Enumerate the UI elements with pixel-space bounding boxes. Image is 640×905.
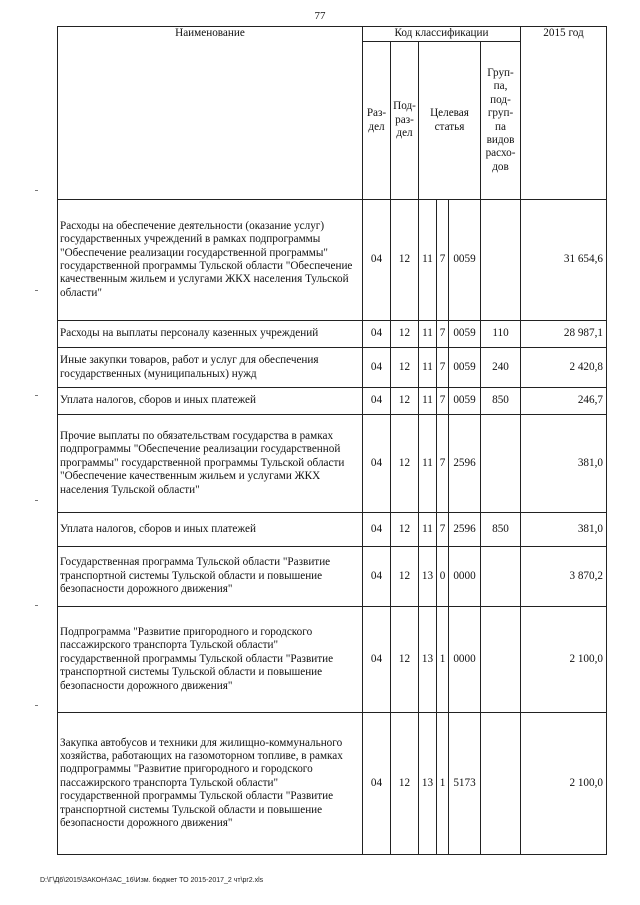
row-subsection: 12 bbox=[391, 200, 419, 321]
row-expense-group: 850 bbox=[481, 388, 521, 415]
margin-mark bbox=[35, 705, 38, 706]
margin-mark bbox=[35, 290, 38, 291]
row-name: Расходы на обеспечение деятельности (оказание услуг) государственных учреждений в рамках подпрограммы "Обеспечение реализации государственной программы" государственной программы Тульской области "Обеспечение качественным жильем и услугами ЖКХ населения Тульской области" bbox=[58, 200, 363, 321]
row-target-direction: 2596 bbox=[449, 415, 481, 513]
row-target-direction: 0000 bbox=[449, 607, 481, 713]
page-number: 77 bbox=[314, 10, 326, 22]
row-target-subprogram: 7 bbox=[437, 415, 449, 513]
row-target-program: 13 bbox=[419, 607, 437, 713]
table-row bbox=[58, 513, 607, 547]
row-amount: 246,7 bbox=[521, 388, 607, 415]
row-target-direction: 0059 bbox=[449, 348, 481, 388]
header-target-article: Целевая статья bbox=[419, 42, 481, 200]
row-subsection: 12 bbox=[391, 415, 419, 513]
row-target-direction: 0059 bbox=[449, 321, 481, 348]
row-amount: 2 420,8 bbox=[521, 348, 607, 388]
header-row bbox=[58, 27, 607, 42]
row-target-direction: 5173 bbox=[449, 713, 481, 855]
row-target-subprogram: 7 bbox=[437, 321, 449, 348]
header-year: 2015 год bbox=[521, 27, 607, 200]
row-amount: 381,0 bbox=[521, 513, 607, 547]
row-expense-group: 850 bbox=[481, 513, 521, 547]
row-subsection: 12 bbox=[391, 713, 419, 855]
header-name: Наименование bbox=[58, 27, 363, 200]
row-section: 04 bbox=[363, 388, 391, 415]
row-section: 04 bbox=[363, 348, 391, 388]
row-amount: 3 870,2 bbox=[521, 547, 607, 607]
table-row bbox=[58, 388, 607, 415]
row-amount: 28 987,1 bbox=[521, 321, 607, 348]
table-row bbox=[58, 713, 607, 855]
row-target-program: 11 bbox=[419, 513, 437, 547]
row-target-program: 13 bbox=[419, 713, 437, 855]
row-section: 04 bbox=[363, 547, 391, 607]
row-section: 04 bbox=[363, 415, 391, 513]
row-target-direction: 0059 bbox=[449, 388, 481, 415]
row-amount: 381,0 bbox=[521, 415, 607, 513]
row-target-subprogram: 1 bbox=[437, 713, 449, 855]
row-expense-group bbox=[481, 547, 521, 607]
budget-table bbox=[57, 26, 607, 855]
row-name: Уплата налогов, сборов и иных платежей bbox=[58, 388, 363, 415]
row-target-program: 11 bbox=[419, 388, 437, 415]
row-target-direction: 0000 bbox=[449, 547, 481, 607]
row-target-subprogram: 7 bbox=[437, 513, 449, 547]
row-target-program: 11 bbox=[419, 415, 437, 513]
row-target-subprogram: 7 bbox=[437, 388, 449, 415]
file-path-footer: D:\Г\Д6\2015\ЗАКОН\ЗАС_16\Изм. бюджет ТО 2015-2017_2 чт\pr2.xls bbox=[40, 877, 264, 884]
row-target-subprogram: 0 bbox=[437, 547, 449, 607]
header-code: Код классификации bbox=[363, 27, 521, 42]
row-amount: 2 100,0 bbox=[521, 713, 607, 855]
table-row bbox=[58, 321, 607, 348]
row-target-program: 13 bbox=[419, 547, 437, 607]
header-subsection: Под- раз- дел bbox=[391, 42, 419, 200]
header-group: Груп- па, под- груп- па видов расхо- дов bbox=[481, 42, 521, 200]
table-row bbox=[58, 200, 607, 321]
table-row bbox=[58, 607, 607, 713]
row-target-direction: 0059 bbox=[449, 200, 481, 321]
row-target-direction: 2596 bbox=[449, 513, 481, 547]
table-row bbox=[58, 415, 607, 513]
row-name: Расходы на выплаты персоналу казенных учреждений bbox=[58, 321, 363, 348]
row-name: Государственная программа Тульской области "Развитие транспортной системы Тульской области и повышение безопасности дорожного движения" bbox=[58, 547, 363, 607]
row-section: 04 bbox=[363, 513, 391, 547]
table-body bbox=[58, 200, 607, 855]
row-subsection: 12 bbox=[391, 321, 419, 348]
margin-mark bbox=[35, 395, 38, 396]
header-section: Раз- дел bbox=[363, 42, 391, 200]
row-section: 04 bbox=[363, 607, 391, 713]
row-target-subprogram: 7 bbox=[437, 200, 449, 321]
margin-mark bbox=[35, 605, 38, 606]
row-subsection: 12 bbox=[391, 513, 419, 547]
row-expense-group bbox=[481, 415, 521, 513]
row-expense-group bbox=[481, 713, 521, 855]
row-subsection: 12 bbox=[391, 388, 419, 415]
row-target-program: 11 bbox=[419, 348, 437, 388]
row-target-subprogram: 1 bbox=[437, 607, 449, 713]
row-target-subprogram: 7 bbox=[437, 348, 449, 388]
row-target-program: 11 bbox=[419, 200, 437, 321]
table-row bbox=[58, 547, 607, 607]
row-expense-group: 110 bbox=[481, 321, 521, 348]
row-section: 04 bbox=[363, 321, 391, 348]
row-target-program: 11 bbox=[419, 321, 437, 348]
row-name: Прочие выплаты по обязательствам государства в рамках подпрограммы "Обеспечение реализации государственной программы" государственной программы Тульской области "Обеспечение качественным жильем и услугами ЖКХ населения Тульской области" bbox=[58, 415, 363, 513]
row-expense-group bbox=[481, 200, 521, 321]
row-expense-group: 240 bbox=[481, 348, 521, 388]
row-amount: 31 654,6 bbox=[521, 200, 607, 321]
row-name: Закупка автобусов и техники для жилищно-коммунального хозяйства, работающих на газомоторном топливе, в рамках подпрограммы "Развитие пригородного и городского пассажирского транспорта Тульской области" государственной программы Тульской области "Развитие транспортной системы Тульской области и повышение безопасности дорожного движения" bbox=[58, 713, 363, 855]
row-name: Подпрограмма "Развитие пригородного и городского пассажирского транспорта Тульской области" государственной программы Тульской области "Развитие транспортной системы Тульской области и повышение безопасности дорожного движения" bbox=[58, 607, 363, 713]
row-section: 04 bbox=[363, 713, 391, 855]
row-subsection: 12 bbox=[391, 547, 419, 607]
row-name: Иные закупки товаров, работ и услуг для обеспечения государственных (муниципальных) нужд bbox=[58, 348, 363, 388]
row-subsection: 12 bbox=[391, 348, 419, 388]
row-section: 04 bbox=[363, 200, 391, 321]
row-amount: 2 100,0 bbox=[521, 607, 607, 713]
row-name: Уплата налогов, сборов и иных платежей bbox=[58, 513, 363, 547]
margin-mark bbox=[35, 190, 38, 191]
row-subsection: 12 bbox=[391, 607, 419, 713]
row-expense-group bbox=[481, 607, 521, 713]
margin-mark bbox=[35, 500, 38, 501]
table-row bbox=[58, 348, 607, 388]
